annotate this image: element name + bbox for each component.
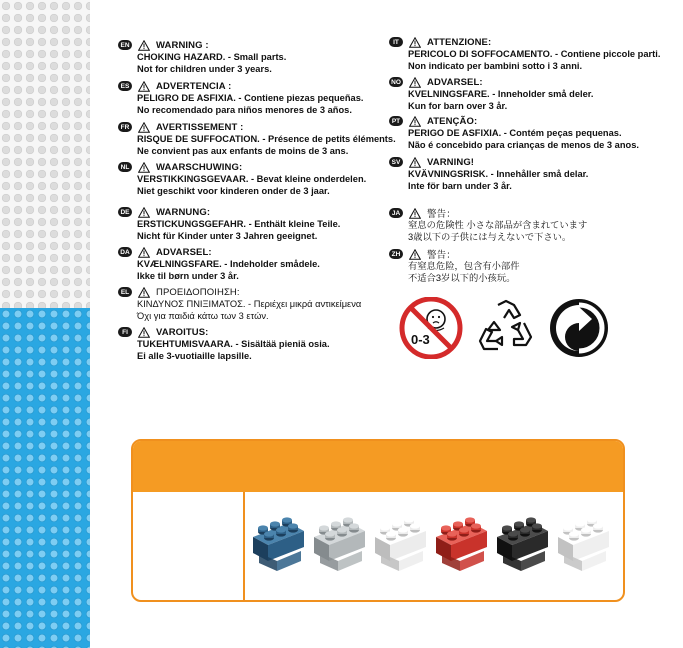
language-badge: PT [389, 116, 403, 126]
warning-line [137, 338, 378, 350]
warning-line [408, 272, 649, 284]
language-badge: EN [118, 40, 132, 50]
warning-line-strong: 不适合3岁以下的小孩玩。 [408, 273, 516, 283]
warning-line-strong: KVÆLNINGSFARE. [137, 259, 222, 269]
language-badge: EL [118, 287, 132, 297]
warning-pt [389, 115, 649, 151]
warning-sv [389, 156, 649, 192]
warning-heading: WARNING : [156, 39, 209, 51]
warning-header [389, 76, 649, 88]
warning-line [408, 180, 649, 192]
warning-en [118, 39, 378, 75]
warning-nl [118, 161, 378, 197]
warning-triangle-icon [138, 327, 150, 338]
warning-heading: ADVARSEL: [427, 76, 483, 88]
green-dot-icon [548, 297, 610, 359]
warning-line-strong: CHOKING HAZARD. [137, 52, 226, 62]
language-badge: DA [118, 247, 132, 257]
warning-triangle-icon [138, 122, 150, 133]
safety-symbols [398, 297, 638, 359]
warning-ja [389, 207, 649, 243]
brick-color-panel [131, 439, 625, 602]
warning-line [137, 173, 378, 185]
warning-line-strong: KVÄVNINGSRISK. [408, 169, 489, 179]
warning-heading: 警告： [427, 250, 456, 261]
brick-dark-blue [251, 517, 306, 573]
warning-line-rest: - Bevat kleine onderdelen. [248, 174, 367, 184]
warning-line [137, 51, 378, 63]
panel-divider [243, 492, 245, 602]
warning-line [137, 145, 378, 157]
warning-line [137, 218, 378, 230]
warning-line [137, 270, 378, 282]
warning-line-strong: TUKEHTUMISVAARA. [137, 339, 233, 349]
warning-da [118, 246, 378, 282]
warning-line-rest: - Inneholder små deler. [489, 89, 594, 99]
warning-line-strong: Ikke til børn under 3 år. [137, 271, 239, 281]
warning-triangle-icon [138, 287, 150, 298]
warning-heading: WARNUNG: [156, 206, 211, 218]
warning-triangle-icon [138, 40, 150, 51]
warning-line-strong: PELIGRO DE ASFIXIA. [137, 93, 236, 103]
warning-line [137, 104, 378, 116]
warning-line-strong: 有窒息危险，包含有小部件 [408, 261, 520, 271]
warning-triangle-icon [409, 116, 421, 127]
warning-header [389, 207, 649, 219]
warning-line-rest: - Contém peças pequenas. [501, 128, 622, 138]
warning-line-strong: Όχι για παιδιά κάτω των 3 ετών. [137, 311, 269, 321]
stud-strip-gray [0, 0, 90, 308]
warning-el [118, 286, 378, 322]
warning-line-strong: Não é concebido para crianças de menos de 3 anos. [408, 140, 639, 150]
warning-heading: AVERTISSEMENT : [156, 121, 244, 133]
warning-line-rest: - Περιέχει μικρά αντικείμενα [245, 299, 362, 309]
warning-line [137, 298, 378, 310]
warning-line-strong: Nicht für Kinder unter 3 Jahren geeignet. [137, 231, 318, 241]
warning-line-rest: - Sisältää pieniä osia. [232, 339, 330, 349]
warning-triangle-icon [409, 37, 421, 48]
warning-header [118, 206, 378, 218]
warning-it [389, 36, 661, 72]
warning-line-strong: Ei alle 3-vuotiaille lapsille. [137, 351, 252, 361]
warning-fr [118, 121, 396, 157]
warning-line-strong: ΚΙΝΔΥΝΟΣ ΠΝΙΞΙΜΑΤΟΣ. [137, 299, 246, 309]
warning-line-rest: 小さな部品が含まれています [463, 220, 588, 230]
language-badge: NO [389, 77, 403, 87]
warning-line-strong: Ne convient pas aux enfants de moins de 3 ans. [137, 146, 349, 156]
brick-white [373, 517, 428, 573]
language-badge: ES [118, 81, 132, 91]
warning-heading: ADVERTENCIA : [156, 80, 232, 92]
warning-heading: VAROITUS: [156, 326, 209, 338]
language-badge: ZH [389, 249, 403, 259]
warning-header [118, 286, 378, 298]
warning-no [389, 76, 649, 112]
panel-header [133, 441, 623, 492]
warning-line-strong: 窒息の危険性 [408, 220, 464, 230]
warning-header [118, 161, 378, 173]
warning-de [118, 206, 378, 242]
language-badge: NL [118, 162, 132, 172]
warning-line-strong: VERSTIKKINGSGEVAAR. [137, 174, 249, 184]
language-badge: FR [118, 122, 132, 132]
warning-heading: ADVARSEL: [156, 246, 212, 258]
brick-red [434, 517, 489, 573]
warning-header [118, 39, 378, 51]
warning-es [118, 80, 378, 116]
warning-line [408, 100, 649, 112]
warning-header [118, 326, 378, 338]
warning-heading: WAARSCHUWING: [156, 161, 243, 173]
warning-line [137, 133, 396, 145]
warning-header [389, 248, 649, 260]
warning-heading: 警告： [427, 209, 456, 220]
warning-line [408, 231, 649, 243]
warning-line-rest: - Présence de petits éléments. [259, 134, 396, 144]
age-label: 0-3 [411, 332, 430, 347]
warning-line-strong: Kun for barn over 3 år. [408, 101, 508, 111]
stud-strip-blue [0, 308, 90, 648]
warning-heading: VARNING! [427, 156, 475, 168]
warning-triangle-icon [409, 77, 421, 88]
warning-line [137, 350, 378, 362]
warning-line [408, 88, 649, 100]
warning-line-strong: PERICOLO DI SOFFOCAMENTO. [408, 49, 553, 59]
brick-white-2 [556, 517, 611, 573]
brick-row [251, 517, 621, 573]
warning-heading: ΠΡΟΕΙΔΟΠΟΙΗΣΗ: [156, 286, 240, 298]
warning-heading: ATENÇÃO: [427, 115, 478, 127]
warning-line [137, 92, 378, 104]
warning-line [408, 127, 649, 139]
warning-line-strong: ERSTICKUNGSGEFAHR. [137, 219, 246, 229]
warning-line-rest: - Contiene piezas pequeñas. [235, 93, 364, 103]
warning-line-strong: Inte för barn under 3 år. [408, 181, 512, 191]
warning-line-strong: PERIGO DE ASFIXIA. [408, 128, 502, 138]
warning-line [408, 219, 649, 231]
warning-line [137, 63, 378, 75]
language-badge: JA [389, 208, 403, 218]
warning-line-strong: 3歳以下の子供には与えないで下さい。 [408, 232, 572, 242]
warning-line-rest: - Innehåller små delar. [488, 169, 589, 179]
language-badge: SV [389, 157, 403, 167]
warning-header [118, 121, 378, 133]
warning-line [408, 260, 649, 272]
warning-line [408, 48, 661, 60]
warning-line [408, 139, 649, 151]
warning-line-strong: Not for children under 3 years. [137, 64, 272, 74]
warning-line [137, 230, 378, 242]
language-badge: IT [389, 37, 403, 47]
warning-line-strong: Non indicato per bambini sotto i 3 anni. [408, 61, 583, 71]
warning-triangle-icon [409, 208, 421, 219]
warning-triangle-icon [409, 249, 421, 260]
warning-line [137, 258, 378, 270]
brick-black [495, 517, 550, 573]
warning-zh [389, 248, 649, 284]
warning-triangle-icon [138, 207, 150, 218]
warning-line-strong: No recomendado para niños menores de 3 años. [137, 105, 352, 115]
warning-heading: ATTENZIONE: [427, 36, 492, 48]
warning-triangle-icon [138, 81, 150, 92]
warning-header [389, 115, 649, 127]
warning-header [118, 80, 378, 92]
warning-line [137, 185, 378, 197]
warning-triangle-icon [138, 247, 150, 258]
warning-triangle-icon [138, 162, 150, 173]
stud-strip [0, 0, 90, 648]
warning-line-strong: KVELNINGSFARE. [408, 89, 490, 99]
no-under-3-icon [398, 297, 464, 359]
warning-fi [118, 326, 378, 362]
warning-line [408, 60, 649, 72]
warning-header [389, 156, 649, 168]
warning-line-rest: - Indeholder smådele. [221, 259, 320, 269]
warning-line-rest: - Contiene piccole parti. [552, 49, 661, 59]
warning-line-strong: Niet geschikt voor kinderen onder de 3 jaar. [137, 186, 330, 196]
language-badge: FI [118, 327, 132, 337]
recycle-icon [474, 297, 538, 359]
brick-light-gray [312, 517, 367, 573]
warning-header [118, 246, 378, 258]
warning-line-strong: RISQUE DE SUFFOCATION. [137, 134, 260, 144]
warning-header [389, 36, 649, 48]
warning-line-rest: - Enthält kleine Teile. [246, 219, 341, 229]
warning-triangle-icon [409, 157, 421, 168]
warning-line [408, 168, 649, 180]
warning-line-rest: - Small parts. [225, 52, 287, 62]
language-badge: DE [118, 207, 132, 217]
warning-line [137, 310, 378, 322]
